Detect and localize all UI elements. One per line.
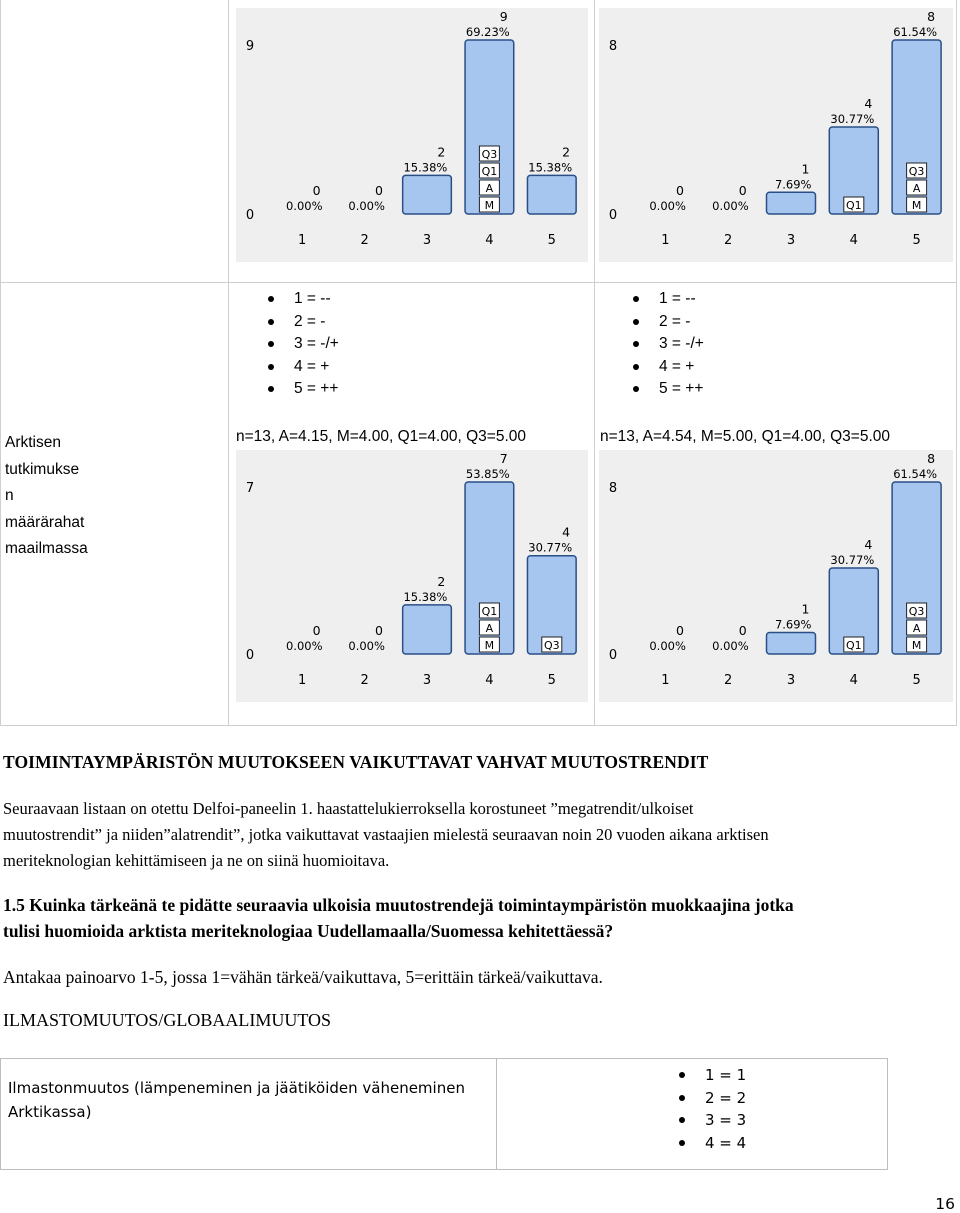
marker-label: A [485,182,494,195]
x-tick-label: 1 [661,673,670,688]
question-line: 1.5 Kuinka tärkeänä te pidätte seuraavia ulkoisia muutostrendejä toimintaympäristön muokkaajina jotka [3,895,794,915]
y-tick-label: 9 [245,39,255,54]
table-border-top-left [0,0,1,726]
percent-label: 0.00% [285,199,323,213]
count-label: 7 [499,451,508,466]
legend-item: 2 = - [633,311,704,334]
count-label: 2 [437,144,446,160]
question-text [3,892,953,944]
y-tick-label: 0 [608,208,618,223]
x-tick-label: 1 [661,233,670,248]
y-tick-label: 8 [608,39,618,54]
count-label: 0 [374,623,383,638]
bar-chart-top-right [599,8,953,262]
table-col-divider-2 [594,0,595,726]
percent-label: 0.00% [348,639,385,653]
count-label: 2 [437,573,446,589]
percent-label: 0.00% [712,639,749,653]
count-label: 9 [499,9,508,24]
x-tick-label: 5 [912,233,921,248]
stats-left: n=13, A=4.15, M=4.00, Q1=4.00, Q3=5.00 [236,428,526,445]
marker-label: Q1 [481,605,498,618]
x-tick-label: 1 [298,673,307,688]
x-tick-label: 5 [547,673,556,688]
bar [767,633,816,655]
question-line: tulisi huomioida arktista meriteknologiaa Uudellamaalla/Suomessa kehitettäessä? [3,921,614,941]
legend-item: 5 = ++ [633,378,704,401]
item-label-line: Arktikassa) [8,1103,92,1121]
count-label: 0 [675,623,684,638]
count-label: 0 [675,183,684,198]
row-label-line: maailmassa [5,540,88,557]
legend-list-right [633,288,704,401]
percent-label: 69.23% [465,25,510,39]
bar-chart-svg [599,450,953,702]
percent-label: 53.85% [465,467,510,481]
percent-label: 61.54% [893,25,938,39]
intro-line: Seuraavaan listaan on otettu Delfoi-paneelin 1. haastattelukierroksella korostuneet ”megatrendit/ulkoiset [3,799,694,818]
y-tick-label: 8 [608,481,618,496]
intro-paragraph [3,796,769,874]
percent-label: 30.77% [830,112,875,126]
row-label-line: tutkimukse [5,460,80,478]
table-col-divider-1 [228,0,229,726]
x-tick-label: 3 [786,673,796,688]
marker-label: M [911,639,922,652]
legend-item: 3 = -/+ [268,333,339,356]
table-row-divider [0,282,957,283]
count-label: 1 [801,161,810,177]
percent-label: 0.00% [649,639,686,653]
legend-list-left [268,288,339,401]
item-table [0,1058,888,1170]
count-label: 0 [738,183,747,198]
percent-label: 0.00% [348,199,385,213]
x-tick-label: 4 [849,233,858,248]
table-bottom-edge [0,725,957,726]
legend-item: 1 = -- [633,288,704,311]
marker-label: Q3 [481,148,498,161]
percent-label: 0.00% [285,639,323,653]
x-tick-label: 3 [786,233,796,248]
percent-label: 7.69% [774,177,812,192]
x-tick-label: 5 [912,673,921,688]
count-label: 1 [801,601,810,617]
x-tick-label: 2 [724,233,733,248]
intro-line: meriteknologian kehittämiseen ja ne on siinä huomioitava. [3,851,390,870]
bar [767,192,816,214]
legend-item: 4 = + [633,356,704,379]
count-label: 8 [927,9,936,24]
marker-label: A [912,622,921,635]
option-item: 2 = 2 [679,1087,746,1110]
row-label-line: Arktisen [5,434,61,451]
option-item: 3 = 3 [679,1109,746,1132]
percent-label: 15.38% [403,160,448,175]
row-label-line: määrärahat [5,513,85,531]
count-label: 0 [312,183,321,198]
percent-label: 7.69% [774,617,812,632]
marker-label: Q1 [845,639,862,652]
instruction-text: Antakaa painoarvo 1-5, jossa 1=vähän tärkeä/vaikuttava, 5=erittäin tärkeä/vaikuttava. [3,967,603,987]
intro-line: muutostrendit” ja niiden”alatrendit”, jotka vaikuttavat vastaajien mielestä seuraavan noin 20 vuoden aikana arktisen [3,825,769,844]
marker-label: A [912,182,921,195]
bar-chart-top-left [236,8,588,262]
y-tick-label: 0 [608,648,618,663]
x-tick-label: 4 [485,673,494,688]
legend-item: 4 = + [268,356,339,379]
x-tick-label: 1 [298,233,307,248]
marker-label: Q1 [845,199,862,212]
marker-label: Q3 [908,605,925,618]
percent-label: 61.54% [893,467,938,481]
legend-item: 2 = - [268,311,339,334]
item-label [8,1076,465,1124]
x-tick-label: 2 [724,673,733,688]
x-tick-label: 5 [547,233,556,248]
legend-item: 5 = ++ [268,378,339,401]
marker-label: M [484,199,495,212]
bar-chart-svg [236,450,588,702]
option-item: 1 = 1 [679,1064,746,1087]
percent-label: 0.00% [712,199,749,213]
x-tick-label: 3 [422,233,432,248]
legend-item: 3 = -/+ [633,333,704,356]
y-tick-label: 0 [245,648,255,663]
section-heading: TOIMINTAYMPÄRISTÖN MUUTOKSEEN VAIKUTTAVAT VAHVAT MUUTOSTRENDIT [3,752,709,772]
count-label: 8 [927,451,936,466]
marker-label: Q3 [543,639,560,652]
bar-chart-svg [236,8,588,262]
count-label: 0 [374,183,383,198]
count-label: 4 [864,537,873,552]
x-tick-label: 2 [360,673,369,688]
bar [527,175,576,214]
y-tick-label: 7 [245,481,255,496]
count-label: 4 [562,524,571,540]
bar [403,605,452,654]
x-tick-label: 4 [485,233,494,248]
bar-chart-svg [599,8,953,262]
table-right-edge [956,0,957,726]
option-item: 4 = 4 [679,1132,746,1155]
marker-label: M [911,199,922,212]
bar-chart-bottom-left [236,450,588,702]
count-label: 0 [738,623,747,638]
section-title: ILMASTOMUUTOS/GLOBAALIMUUTOS [3,1010,332,1030]
percent-label: 30.77% [830,553,875,567]
item-label-cell [0,1058,497,1170]
percent-label: 30.77% [528,540,573,555]
item-options-cell [496,1058,888,1170]
marker-label: M [484,639,495,652]
percent-label: 0.00% [649,199,686,213]
x-tick-label: 4 [849,673,858,688]
x-tick-label: 2 [360,233,369,248]
marker-label: Q1 [481,165,498,178]
row-label [5,430,135,563]
x-tick-label: 3 [422,673,432,688]
count-label: 4 [864,96,873,111]
percent-label: 15.38% [528,160,573,175]
item-label-line: Ilmastonmuutos (lämpeneminen ja jäätiköiden väheneminen [8,1079,465,1097]
marker-label: Q3 [908,165,925,178]
legend-item: 1 = -- [268,288,339,311]
bar-chart-bottom-right [599,450,953,702]
percent-label: 15.38% [403,589,448,604]
bar [403,175,452,214]
row-label-line: n [5,487,14,504]
y-tick-label: 0 [245,208,255,223]
item-options-list [679,1064,746,1154]
stats-right: n=13, A=4.54, M=5.00, Q1=4.00, Q3=5.00 [600,428,890,445]
count-label: 0 [312,623,321,638]
count-label: 2 [562,144,571,160]
page-number: 16 [935,1195,955,1213]
marker-label: A [485,622,494,635]
